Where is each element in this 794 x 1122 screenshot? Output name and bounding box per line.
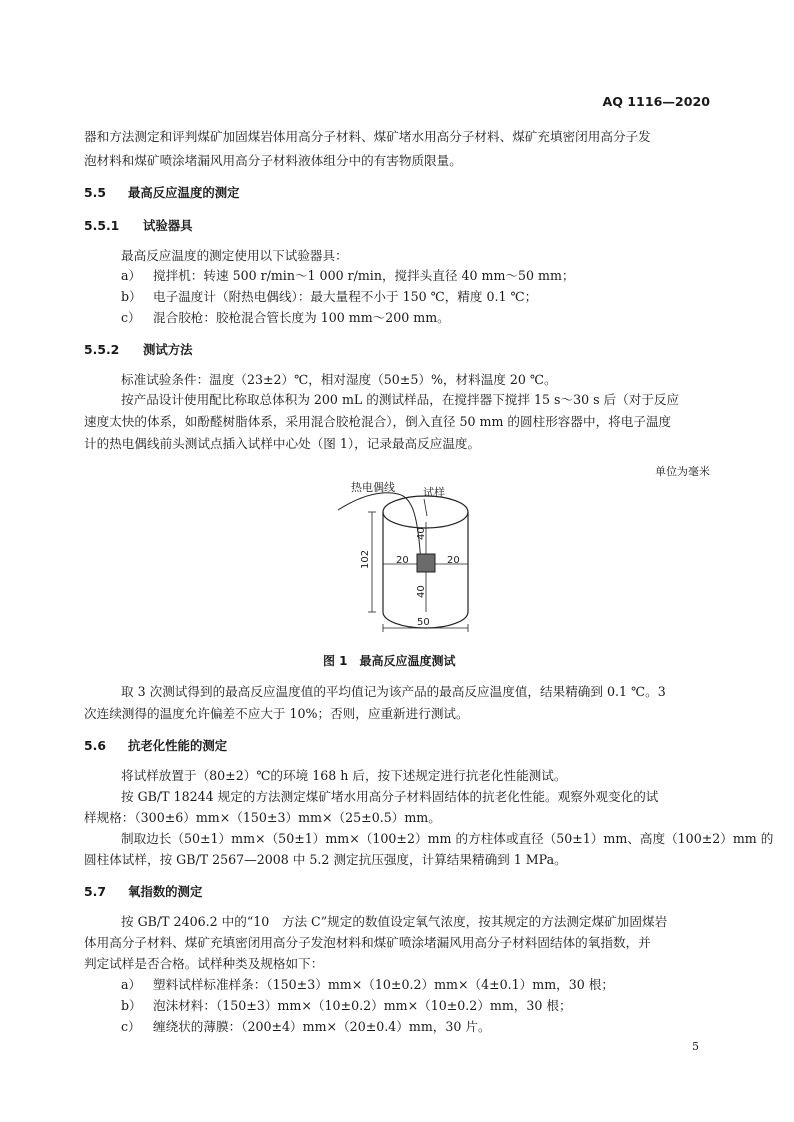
thermocouple-wire (338, 493, 421, 564)
result-line-2: 次连续测得的温度允许偏差不应大于 10%；否则，应重新进行测试。 (84, 706, 469, 721)
sample-leader (424, 499, 427, 516)
aging-line-5: 圆柱体试样，按 GB/T 2567—2008 中 5.2 测定抗压强度，计算结果精确到 1 MPa。 (84, 852, 567, 867)
oxygen-marker-a: a） (121, 977, 142, 992)
section-5-6-number: 5.6 (84, 738, 106, 753)
aging-line-4: 制取边长（50±1）mm×（50±1）mm×（100±2）mm 的方柱体或直径（50±1）mm、高度（100±2）mm 的 (121, 831, 774, 846)
intro-line-1: 器和方法测定和评判煤矿加固煤岩体用高分子材料、煤矿堵水用高分子材料、煤矿充填密闭用高分子发 (84, 129, 651, 144)
label-sample: 试样 (423, 486, 445, 499)
dim-height-value: 102 (360, 549, 371, 569)
oxygen-item-b: 泡沫材料：（150±3）mm×（10±0.2）mm×（10±0.2）mm，30 根； (153, 998, 572, 1013)
dim-top-value: 40 (416, 527, 427, 540)
dim-width-value: 50 (417, 617, 430, 628)
oxygen-item-a: 塑料试样标准样条：（150±3）mm×（10±0.2）mm×（4±0.1）mm，30 根； (153, 977, 614, 992)
list-item-b: 电子温度计（附热电偶线）：最大量程不小于 150 ℃，精度 0.1 ℃； (153, 289, 538, 304)
method-line-2: 速度太快的体系，如酚醛树脂体系，采用混合胶枪混合），倒入直径 50 mm 的圆柱形容器中，将电子温度 (84, 414, 672, 429)
section-5-5-1-title: 试验器具 (143, 218, 193, 233)
figure-1-diagram (320, 474, 490, 634)
intro-line-2: 泡材料和煤矿喷涂堵漏风用高分子材料液体组分中的有害物质限量。 (84, 153, 462, 168)
oxygen-marker-c: c） (121, 1019, 141, 1034)
section-5-7-title: 氧指数的测定 (128, 884, 203, 899)
list-marker-b: b） (121, 289, 142, 304)
oxygen-item-c: 缠绕状的薄膜：（200±4）mm×（20±0.4）mm，30 片。 (153, 1019, 491, 1034)
section-5-6-title: 抗老化性能的测定 (128, 738, 228, 753)
oxygen-line-3: 判定试样是否合格。试样种类及规格如下： (84, 956, 324, 971)
method-line-3: 计的热电偶线前头测试点插入试样中心处（图 1），记录最高反应温度。 (84, 436, 481, 451)
section-5-5-1-number: 5.5.1 (84, 218, 120, 233)
section-5-5-number: 5.5 (84, 185, 106, 200)
list-item-c: 混合胶枪：胶枪混合管长度为 100 mm～200 mm。 (153, 310, 450, 325)
oxygen-marker-b: b） (121, 998, 142, 1013)
figure-1-caption: 图 1 最高反应温度测试 (323, 654, 456, 668)
list-marker-a: a） (121, 268, 142, 283)
aging-line-1: 将试样放置于（80±2）℃的环境 168 h 后，按下述规定进行抗老化性能测试。 (121, 768, 567, 783)
dim-bottom-value: 40 (416, 585, 427, 598)
sensor-block (417, 554, 435, 572)
standard-code: AQ 1116—2020 (602, 94, 710, 109)
unit-note: 单位为毫米 (655, 465, 710, 478)
method-line-1: 按产品设计使用配比称取总体积为 200 mL 的测试样品，在搅拌器下搅拌 15 s～30 s 后（对于反应 (121, 392, 680, 407)
aging-line-3: 样规格：（300±6）mm×（150±3）mm×（25±0.5）mm。 (84, 810, 441, 825)
list-item-a: 搅拌机：转速 500 r/min～1 000 r/min，搅拌头直径 40 mm～50 mm； (153, 268, 575, 283)
oxygen-line-1: 按 GB/T 2406.2 中的“10 方法 C”规定的数值设定氧气浓度，按其规定的方法测定煤矿加固煤岩 (121, 914, 668, 929)
section-5-5-2-number: 5.5.2 (84, 342, 120, 357)
section-5-5-title: 最高反应温度的测定 (128, 185, 240, 200)
oxygen-line-2: 体用高分子材料、煤矿充填密闭用高分子发泡材料和煤矿喷涂堵漏风用高分子材料固结体的氧指数，并 (84, 935, 651, 950)
test-conditions: 标准试验条件：温度（23±2）℃，相对湿度（50±5）%，材料温度 20 ℃。 (121, 372, 557, 387)
dim-left-value: 20 (396, 555, 409, 566)
section-5-5-1-lead: 最高反应温度的测定使用以下试验器具： (121, 248, 348, 263)
aging-line-2: 按 GB/T 18244 规定的方法测定煤矿堵水用高分子材料固结体的抗老化性能。观察外观变化的试 (121, 789, 659, 804)
section-5-5-2-title: 测试方法 (143, 342, 193, 357)
result-line-1: 取 3 次测试得到的最高反应温度值的平均值记为该产品的最高反应温度值，结果精确到 0.1 ℃。3 (121, 684, 666, 699)
dim-right-value: 20 (447, 555, 460, 566)
page-number: 5 (692, 1040, 699, 1053)
label-thermocouple: 热电偶线 (351, 481, 395, 494)
section-5-7-number: 5.7 (84, 884, 106, 899)
cylinder-top-ellipse (383, 496, 468, 528)
list-marker-c: c） (121, 310, 141, 325)
